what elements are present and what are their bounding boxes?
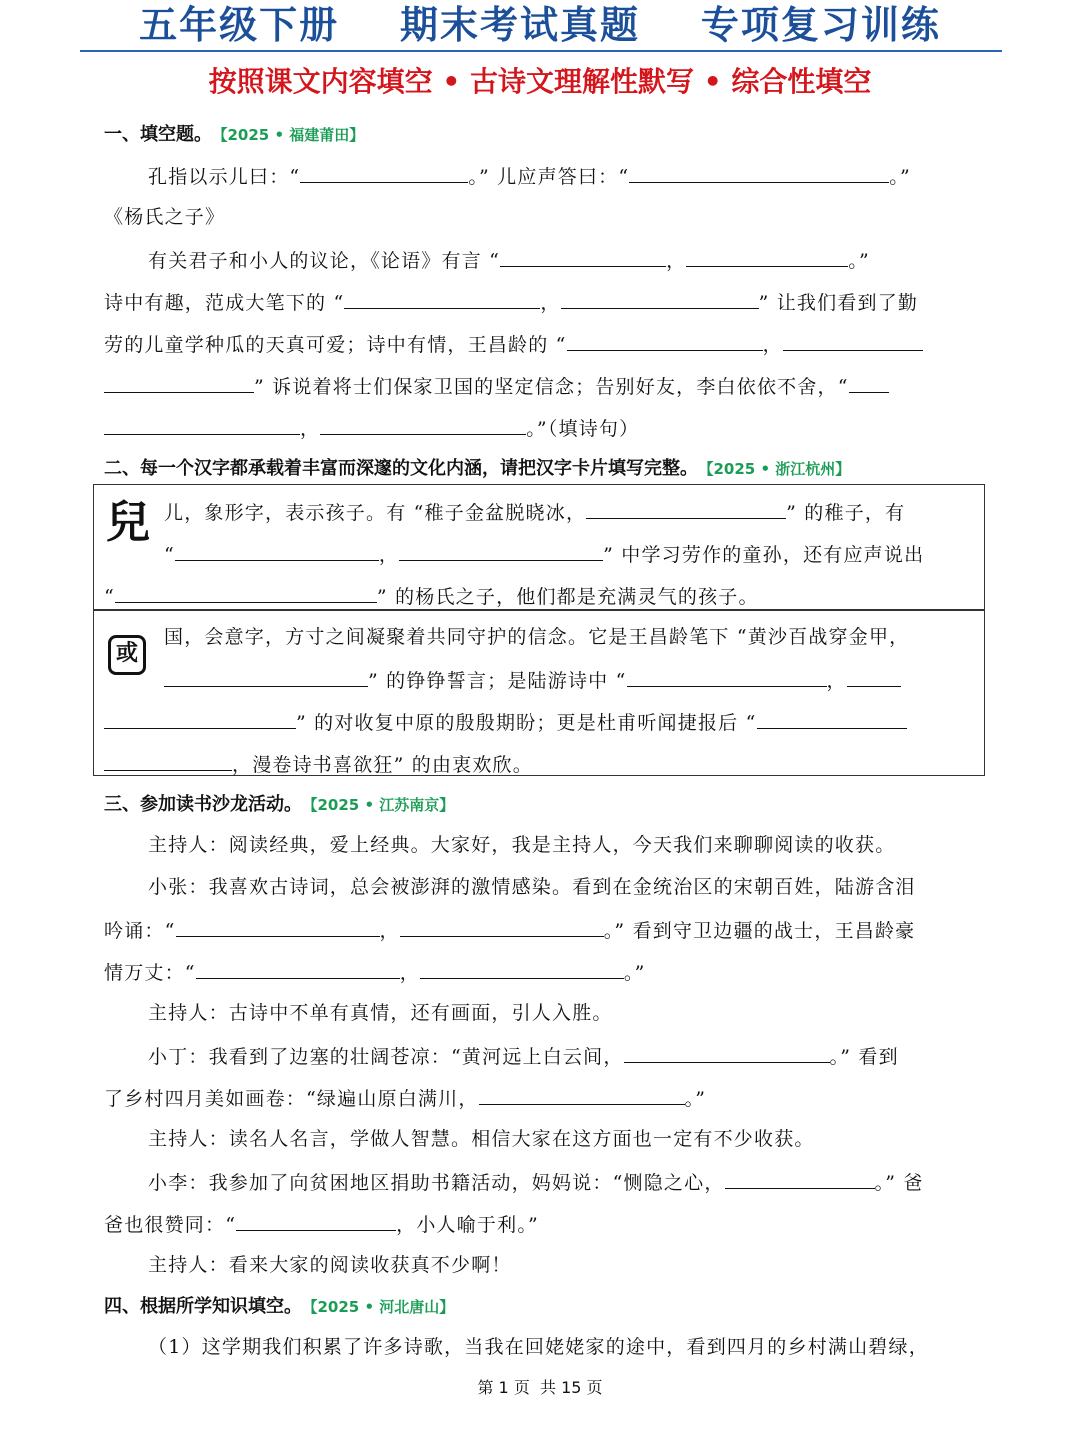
seal-script-er-icon: 兒 (106, 497, 150, 548)
seal-script-guo-icon: 或 (108, 635, 146, 675)
s3-line-5: 主持人：古诗中不单有真情，还有画面，引人入胜。 (148, 1002, 613, 1024)
s3-text: 小李：我参加了向贫困地区捐助书籍活动，妈妈说：“恻隐之心， (148, 1172, 725, 1194)
card-text: ， (378, 544, 400, 566)
s3-text: 。” 爸 (874, 1172, 924, 1194)
s3-line-1: 主持人：阅读经典，爱上经典。大家好，我是主持人，今天我们来聊聊阅读的收获。 (148, 834, 896, 856)
page-subtitle: 按照课文内容填空 • 古诗文理解性默写 • 综合性填空 (208, 65, 872, 98)
s3-text: 了乡村四月美如画卷：“绿遍山原白满川， (104, 1088, 479, 1110)
s3-line-3 (104, 916, 915, 944)
s1-text: 。” (848, 250, 870, 272)
s1-text: 诗中有趣，范成大笔下的 “ (104, 292, 345, 314)
answer-blank[interactable] (236, 1210, 396, 1231)
card-text: ” 的杨氏之子，他们都是充满灵气的孩子。 (376, 586, 759, 608)
answer-blank[interactable] (567, 330, 763, 351)
s3-line-11: 主持人：看来大家的阅读收获真不少啊！ (148, 1254, 512, 1276)
s3-text: 。” (623, 962, 646, 984)
s3-line-7 (104, 1084, 706, 1112)
card2-line-3 (104, 708, 907, 736)
s3-line-10 (104, 1210, 539, 1238)
card-text: ” 的对收复中原的殷殷期盼；更是杜甫听闻捷报后 “ (296, 712, 757, 734)
s3-line-9 (148, 1168, 924, 1196)
answer-blank[interactable] (586, 498, 786, 519)
card-text: “ (164, 544, 175, 566)
section-4-title: 四、根据所学知识填空。 (104, 1296, 302, 1317)
answer-blank[interactable] (175, 540, 379, 561)
section-3-title: 三、参加读书沙龙活动。 (104, 794, 302, 815)
section-3-heading (104, 792, 454, 818)
answer-blank[interactable] (725, 1168, 875, 1189)
page-title: 五年级下册 期末考试真题 专项复习训练 (139, 3, 941, 47)
answer-blank[interactable] (627, 666, 827, 687)
s1-line-3 (148, 246, 870, 274)
answer-blank[interactable] (783, 330, 923, 351)
s3-text: 。” (684, 1088, 707, 1110)
answer-blank[interactable] (400, 916, 604, 937)
answer-blank[interactable] (320, 414, 526, 435)
s3-text: 吟诵：“ (104, 920, 176, 942)
card-text: “ (104, 586, 115, 608)
s3-line-6 (148, 1042, 899, 1070)
answer-blank[interactable] (624, 1042, 830, 1063)
s3-text: 。” 看到 (829, 1046, 899, 1068)
section-2-heading (104, 456, 850, 482)
section-3-source-tag: 【2025 • 江苏南京】 (310, 796, 455, 814)
s1-text: ， (540, 292, 561, 314)
answer-blank[interactable] (300, 162, 468, 183)
answer-blank[interactable] (196, 958, 400, 979)
s1-text: 有关君子和小人的议论，《论语》有言 “ (148, 250, 501, 272)
answer-blank[interactable] (399, 540, 603, 561)
answer-blank[interactable] (847, 666, 901, 687)
answer-blank[interactable] (757, 708, 907, 729)
s1-text: 孔指以示儿曰：“ (148, 166, 301, 188)
s3-text: 爸也很赞同：“ (104, 1214, 237, 1236)
s1-text: ， (762, 334, 783, 356)
section-1-heading (104, 122, 364, 148)
s3-line-8: 主持人：读名人名言，学做人智慧。相信大家在这方面也一定有不少收获。 (148, 1128, 815, 1150)
s1-text: 劳的儿童学种瓜的天真可爱；诗中有情，王昌龄的 “ (104, 334, 567, 356)
answer-blank[interactable] (104, 372, 254, 393)
card2-line-4 (104, 750, 533, 778)
answer-blank[interactable] (561, 288, 759, 309)
card-text: 儿，象形字，表示孩子。有 “稚子金盆脱晓冰， (164, 502, 587, 524)
s1-line-2: 《杨氏之子》 (104, 206, 226, 228)
s1-text: 。” 儿应声答曰：“ (468, 166, 630, 188)
s1-line-1 (148, 162, 911, 190)
s1-text: ” 让我们看到了勤 (758, 292, 919, 314)
s3-text: 。” 看到守卫边疆的战士，王昌龄豪 (603, 920, 916, 942)
s3-text: 情万丈：“ (104, 962, 196, 984)
answer-blank[interactable] (176, 916, 380, 937)
card-text: ” 中学习劳作的童孙，还有应声说出 (603, 544, 925, 566)
card2-line-2 (164, 666, 901, 694)
s3-text: ， (399, 962, 420, 984)
answer-blank[interactable] (479, 1084, 685, 1105)
s1-text: ” 诉说着将士们保家卫国的坚定信念；告别好友，李白依依不舍，“ (254, 376, 849, 398)
card1-line-2 (164, 540, 924, 568)
answer-blank[interactable] (104, 750, 232, 771)
card-text: ， (826, 670, 847, 692)
answer-blank[interactable] (849, 372, 889, 393)
title-divider (80, 50, 1002, 52)
answer-blank[interactable] (104, 708, 296, 729)
section-4-source-tag: 【2025 • 河北唐山】 (310, 1298, 455, 1316)
page-number: 第 1 页 共 15 页 (477, 1378, 603, 1397)
s4-line-1: （1）这学期我们积累了许多诗歌，当我在回姥姥家的途中，看到四月的乡村满山碧绿， (148, 1336, 929, 1358)
answer-blank[interactable] (629, 162, 889, 183)
card1-line-3 (104, 582, 759, 610)
answer-blank[interactable] (164, 666, 368, 687)
s3-text: 小丁：我看到了边塞的壮阔苍凉：“黄河远上白云间， (148, 1046, 624, 1068)
section-4-heading (104, 1294, 454, 1320)
s1-text: 。”（填诗句） (526, 418, 640, 440)
s1-line-6 (104, 372, 889, 400)
s3-text: ， (379, 920, 400, 942)
answer-blank[interactable] (104, 414, 300, 435)
card-text: ” 的稚子，有 (786, 502, 906, 524)
answer-blank[interactable] (344, 288, 540, 309)
page-header (0, 0, 1080, 110)
section-2-source-tag: 【2025 • 浙江杭州】 (706, 460, 851, 478)
answer-blank[interactable] (500, 246, 666, 267)
s1-text: ， (666, 250, 687, 272)
section-1-title: 一、填空题。 (104, 124, 212, 145)
card1-line-1 (164, 498, 905, 526)
answer-blank[interactable] (115, 582, 377, 603)
s3-line-4 (104, 958, 646, 986)
s1-line-7 (104, 414, 639, 442)
s1-line-5 (104, 330, 923, 358)
card-text: ” 的铮铮誓言；是陆游诗中 “ (368, 670, 627, 692)
section-2-title: 二、每一个汉字都承载着丰富而深邃的文化内涵，请把汉字卡片填写完整。 (104, 458, 698, 479)
section-1-source-tag: 【2025 • 福建莆田】 (220, 126, 365, 144)
s3-line-2: 小张：我喜欢古诗词，总会被澎湃的激情感染。看到在金统治区的宋朝百姓，陆游含泪 (148, 876, 916, 898)
s1-line-4 (104, 288, 918, 316)
s1-text: ， (300, 418, 321, 440)
card2-line-1: 国，会意字，方寸之间凝聚着共同守护的信念。它是王昌龄笔下 “黄沙百战穿金甲， (164, 626, 910, 648)
answer-blank[interactable] (686, 246, 848, 267)
card-text: ，漫卷诗书喜欲狂” 的由衷欢欣。 (232, 754, 533, 776)
s1-text: 。” (889, 166, 911, 188)
s3-text: ，小人喻于利。” (396, 1214, 539, 1236)
answer-blank[interactable] (420, 958, 624, 979)
